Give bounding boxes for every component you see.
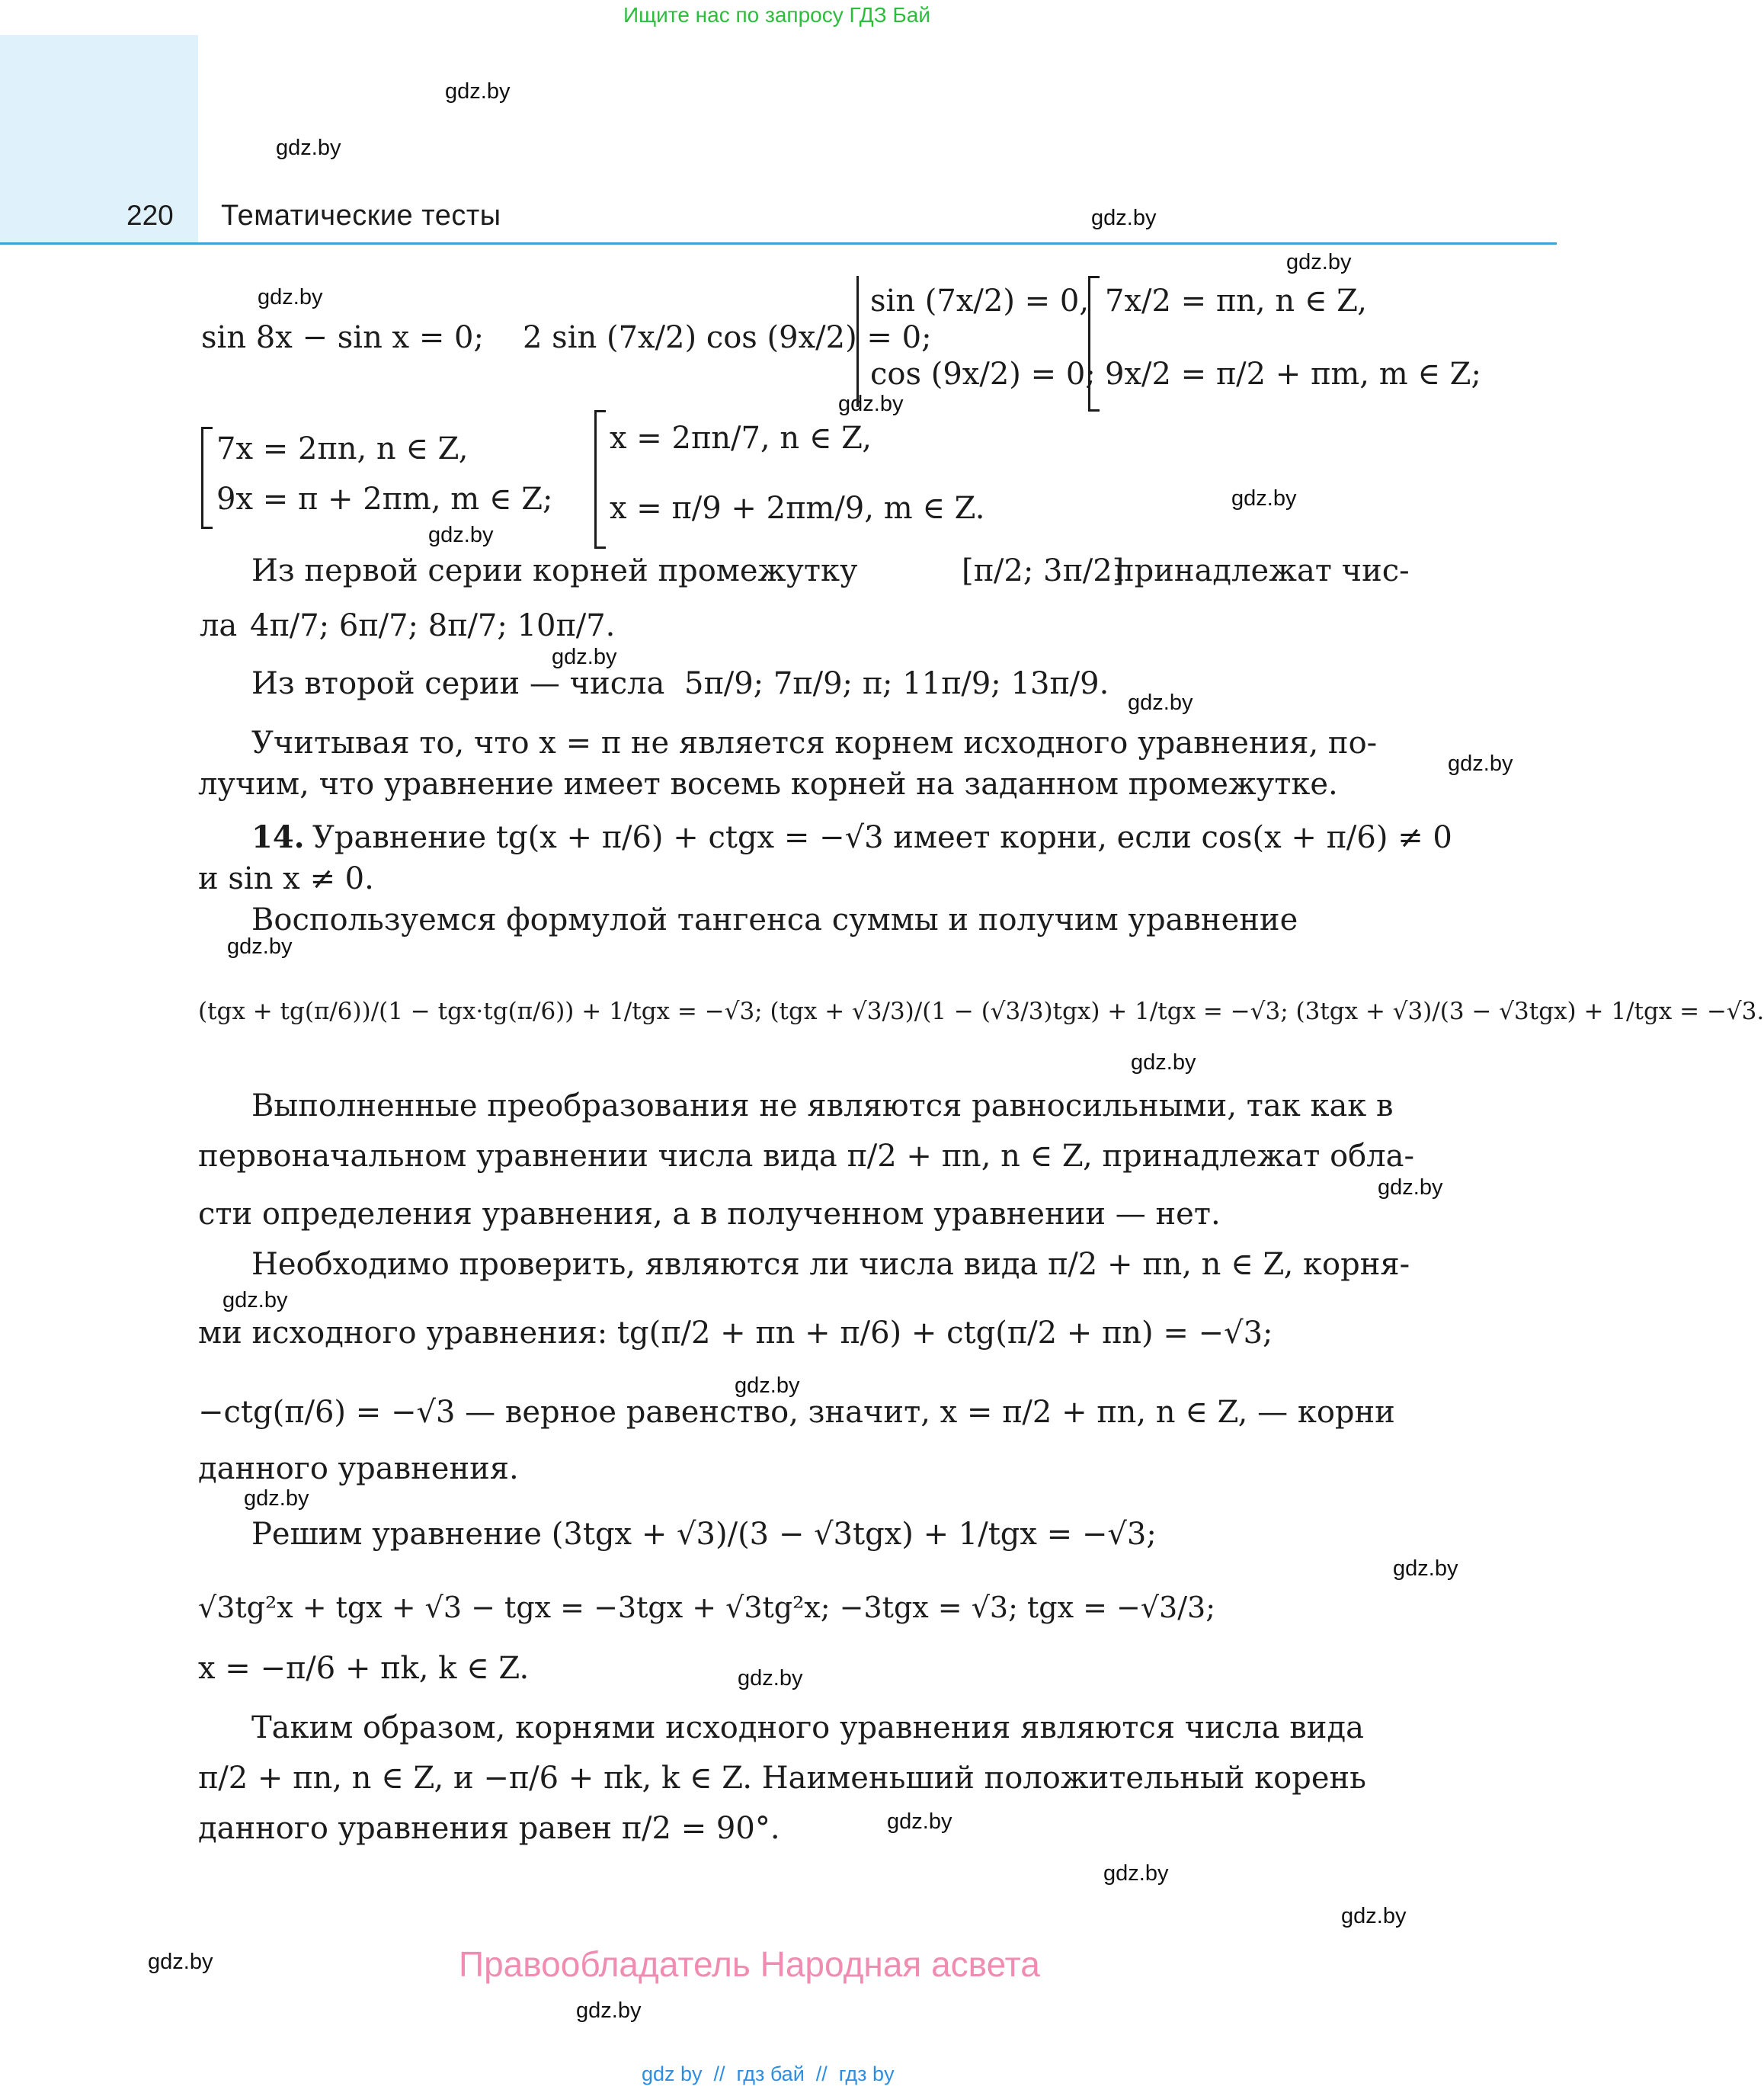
watermark: gdz.by	[1231, 486, 1297, 511]
watermark: gdz.by	[276, 136, 341, 160]
union-bracket	[1088, 276, 1100, 412]
section-title: Тематические тесты	[221, 200, 501, 232]
formula-line2-a1: 7x = 2πn, n ∈ Z,	[216, 431, 469, 466]
watermark: gdz.by	[1378, 1175, 1443, 1200]
formula-line1-b: 2 sin (7x/2) cos (9x/2) = 0;	[523, 320, 932, 355]
watermark: gdz.by	[738, 1666, 803, 1691]
system-bracket	[856, 276, 866, 407]
watermark: gdz.by	[258, 285, 323, 309]
watermark: gdz.by	[576, 1998, 642, 2023]
paragraph-1-interval: [π/2; 3π/2]	[962, 553, 1125, 588]
paragraph-7-line1: Необходимо проверить, являются ли числа вида π/2 + πn, n ∈ Z, корня-	[251, 1247, 1410, 1282]
watermark: gdz.by	[223, 1288, 288, 1312]
formula-line2-b1: x = 2πn/7, n ∈ Z,	[610, 421, 872, 456]
paragraph-6-line2: первоначальном уравнении числа вида π/2 + πn, n ∈ Z, принадлежат обла-	[198, 1139, 1415, 1174]
paragraph-2-values: 5π/9; 7π/9; π; 11π/9; 13π/9.	[684, 666, 1109, 701]
watermark: gdz.by	[428, 523, 494, 547]
formula-line1-c1: sin (7x/2) = 0,	[870, 284, 1090, 319]
paragraph-6-line1: Выполненные преобразования не являются равносильными, так как в	[251, 1088, 1394, 1123]
paragraph-1-prefix: ла	[200, 608, 238, 643]
paragraph-8-line2: √3tg²x + tgx + √3 − tgx = −3tgx + √3tg²x; −3tgx = √3; tgx = −√3/3;	[198, 1591, 1216, 1624]
page-number: 220	[126, 200, 174, 231]
formula-line2-a2: 9x = π + 2πm, m ∈ Z;	[216, 482, 553, 517]
formula-line1-d1: 7x/2 = πn, n ∈ Z,	[1105, 284, 1367, 319]
paragraph-1-start: Из первой серии корней промежутку	[251, 553, 858, 588]
watermark: gdz.by	[735, 1373, 800, 1398]
watermark: gdz.by	[148, 1950, 213, 1974]
paragraph-7-line2: ми исходного уравнения: tg(π/2 + πn + π/6) + ctg(π/2 + πn) = −√3;	[198, 1316, 1273, 1351]
bottom-links[interactable]: gdz by // гдз бай // гдз by	[642, 2062, 895, 2085]
paragraph-6-line3: сти определения уравнения, а в полученном уравнении — нет.	[198, 1197, 1221, 1232]
union-bracket	[201, 427, 213, 529]
problem-14-line2: и sin x ≠ 0.	[198, 861, 374, 896]
watermark: gdz.by	[1286, 250, 1352, 274]
watermark: gdz.by	[1341, 1904, 1407, 1928]
header-divider	[0, 242, 1557, 245]
watermark: gdz.by	[1448, 752, 1513, 776]
watermark: gdz.by	[838, 392, 904, 416]
paragraph-7-line3: −ctg(π/6) = −√3 — верное равенство, значит, x = π/2 + πn, n ∈ Z, — корни	[198, 1395, 1395, 1430]
copyright-notice: Правообладатель Народная асвета	[459, 1944, 1040, 1984]
union-bracket	[594, 410, 606, 549]
watermark: gdz.by	[1393, 1556, 1458, 1581]
watermark: gdz.by	[1131, 1050, 1196, 1075]
problem-14-line1: Уравнение tg(x + π/6) + ctgx = −√3 имеет корни, если cos(x + π/6) ≠ 0	[312, 820, 1452, 855]
watermark: gdz.by	[445, 79, 511, 104]
paragraph-3-line2: лучим, что уравнение имеет восемь корней на заданном промежутке.	[198, 767, 1338, 802]
paragraph-9-line1: Таким образом, корнями исходного уравнения являются числа вида	[251, 1710, 1364, 1745]
watermark: gdz.by	[552, 645, 617, 669]
formula-line1-d2: 9x/2 = π/2 + πm, m ∈ Z;	[1105, 357, 1481, 392]
paragraph-3-line1: Учитывая то, что x = π не является корнем исходного уравнения, по-	[251, 726, 1378, 761]
paragraph-8-line3: x = −π/6 + πk, k ∈ Z.	[198, 1651, 530, 1686]
top-search-note: Ищите нас по запросу ГДЗ Бай	[623, 3, 931, 27]
watermark: gdz.by	[887, 1809, 952, 1834]
paragraph-9-line3: данного уравнения равен π/2 = 90°.	[198, 1811, 780, 1846]
formula-line1-a: sin 8x − sin x = 0;	[201, 320, 484, 355]
paragraph-5-formula: (tgx + tg(π/6))/(1 − tgx·tg(π/6)) + 1/tgx = −√3; (tgx + √3/3)/(1 − (√3/3)tgx) + 1/tgx = −√3; (3tgx + √3)/(3 − √3tgx) + 1/tgx = −√3.	[198, 998, 1764, 1025]
formula-line2-b2: x = π/9 + 2πm/9, m ∈ Z.	[610, 491, 985, 526]
paragraph-1-values: 4π/7; 6π/7; 8π/7; 10π/7.	[250, 608, 616, 643]
paragraph-2-prefix: Из второй серии — числа	[251, 666, 665, 701]
paragraph-5-line1: Воспользуемся формулой тангенса суммы и получим уравнение	[251, 902, 1298, 937]
formula-line1-c2: cos (9x/2) = 0;	[870, 357, 1096, 392]
watermark: gdz.by	[227, 934, 293, 959]
watermark: gdz.by	[1128, 691, 1193, 715]
paragraph-9-line2: π/2 + πn, n ∈ Z, и −π/6 + πk, k ∈ Z. Наименьший положительный корень	[198, 1761, 1366, 1796]
paragraph-8-line1: Решим уравнение (3tgx + √3)/(3 − √3tgx) + 1/tgx = −√3;	[251, 1517, 1157, 1552]
paragraph-7-line4: данного уравнения.	[198, 1451, 519, 1486]
watermark: gdz.by	[244, 1486, 309, 1511]
problem-number: 14.	[251, 819, 305, 855]
watermark: gdz.by	[1091, 206, 1157, 230]
paragraph-1-end: принадлежат чис-	[1114, 553, 1410, 588]
watermark: gdz.by	[1103, 1861, 1169, 1886]
